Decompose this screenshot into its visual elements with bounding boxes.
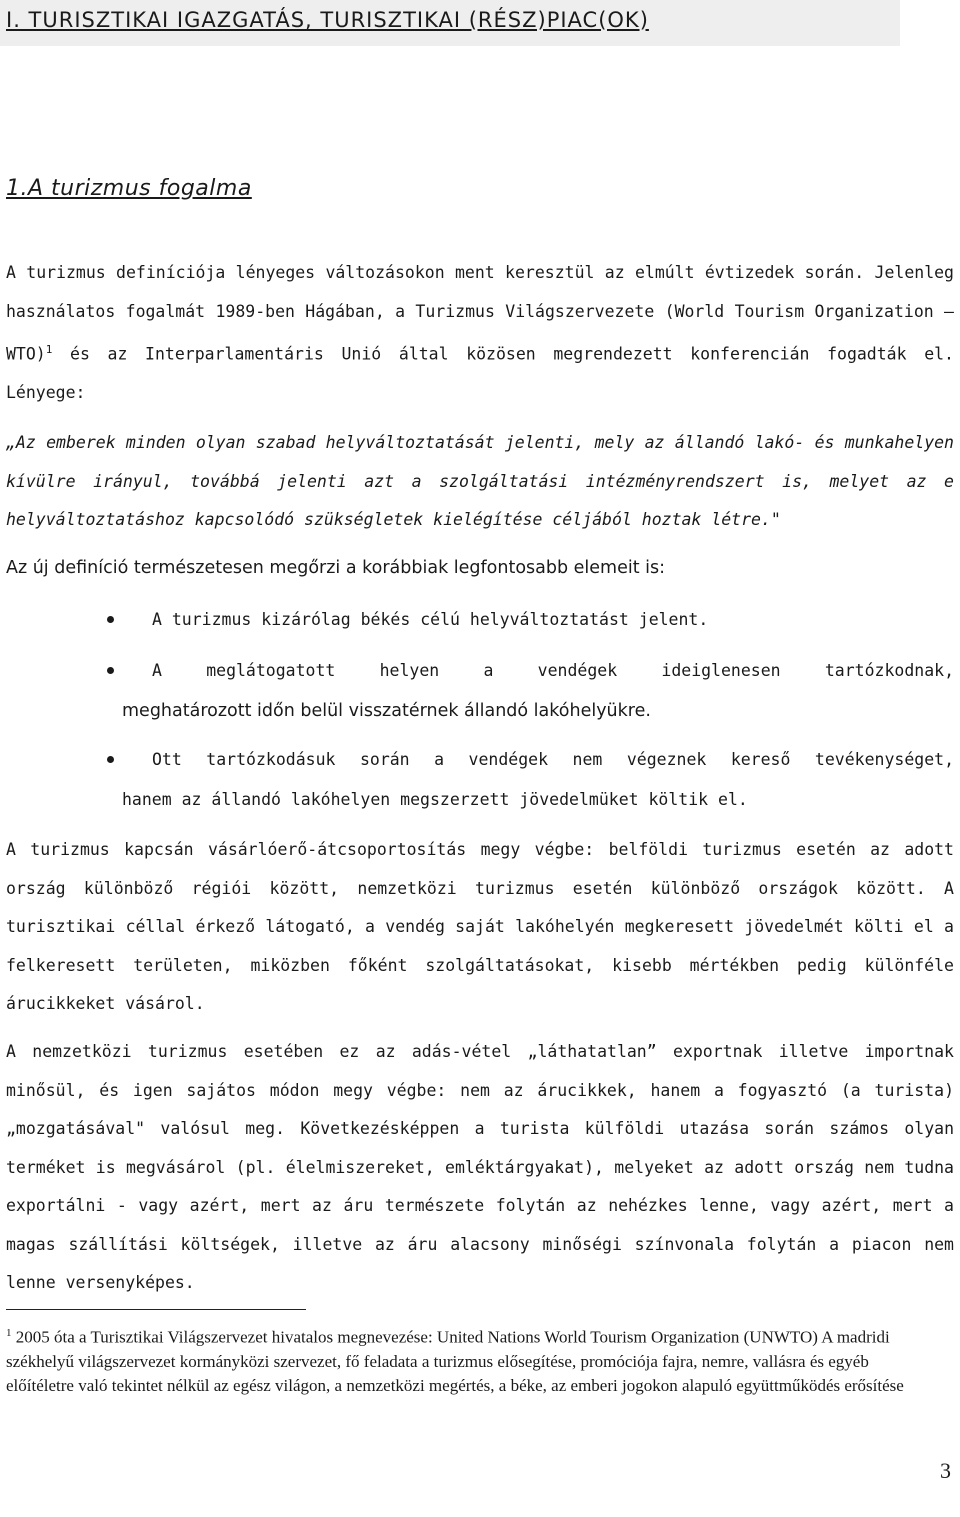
section-header-bar — [0, 0, 900, 46]
page-number: 3 — [940, 1458, 951, 1483]
bullet-dot-icon — [107, 667, 114, 674]
footnote-reference[interactable]: 1 — [45, 343, 53, 356]
list-item-text: A turizmus kizárólag békés célú helyváltoztatást jelent. — [152, 610, 709, 629]
list-item — [122, 600, 954, 640]
list-item — [0, 740, 954, 820]
list-item — [0, 651, 954, 731]
list-item-text: Ott tartózkodásuk során a vendégek nem végeznek kereső tevékenységet, — [152, 750, 954, 769]
bullet-dot-icon — [107, 756, 114, 763]
definition-intro: Az új definíció természetesen megőrzi a korábbiak legfontosabb elemeit is: — [6, 558, 666, 578]
definition-quote: „Az emberek minden olyan szabad helyváltoztatását jelenti, mely az állandó lakó- és munkahelyen kívülre irányul, továbbá jelenti azt a szolgáltatási intézményrendszert is, melyet az e helyváltoztatáshoz kapcsolódó szükségletek kielégítése céljából hoztak létre." — [6, 433, 954, 529]
section-title: I. TURISZTIKAI IGAZGATÁS, TURISZTIKAI (RÉSZ)PIAC(OK) — [6, 8, 649, 32]
intro-text-continued: és az Interparlamentáris Unió által közösen megrendezett konferencián fogadták el. Lényege: — [6, 344, 954, 402]
bullet-dot-icon — [107, 616, 114, 623]
list-item-text: hanem az állandó lakóhelyen megszerzett jövedelmüket költik el. — [122, 790, 748, 809]
footnote-text: 2005 óta a Turisztikai Világszervezet hivatalos megnevezése: United Nations World Tourism Organization (UNWTO) A madridi székhelyű világszervezet kormányközi szervezet, fő feladata a turizmus elősegítése, promóciója fajra, nemre, vallásra és egyéb előítéletre való tekintet nélkül az egész világon, a nemzetközi megértés, a béke, az emberi jogokon alapuló együttműködés erősítése — [6, 1327, 904, 1395]
footnote — [6, 1321, 926, 1398]
purchasing-power-paragraph: A turizmus kapcsán vásárlóerő-átcsoportosítás megy végbe: belföldi turizmus esetén az adott ország különböző régiói között, nemzetközi turizmus esetén különböző országok között. A turisztikai céllal érkező látogató, a vendég saját lakóhelyén megkeresett jövedelmét költi el a felkeresett területen, miközben főként szolgáltatásokat, kisebb mértékben pedig különféle árucikkeket vásárol. — [6, 840, 954, 1013]
footnote-separator — [6, 1309, 306, 1310]
footnote-number: 1 — [6, 1327, 12, 1339]
chapter-title: 1.A turizmus fogalma — [6, 176, 252, 201]
list-item-text: meghatározott időn belül visszatérnek állandó lakóhelyükre. — [122, 701, 651, 721]
intro-text: A turizmus definíciója lényeges változásokon ment keresztül az elmúlt évtizedek során. Jelenleg használatos fogalmát 1989-ben Hágában, a Turizmus Világszervezete (World Tourism Organization — WTO) — [6, 263, 954, 364]
intro-paragraph — [6, 254, 954, 413]
list-item-text: A meglátogatott helyen a vendégek ideiglenesen tartózkodnak, — [152, 661, 954, 680]
export-paragraph: A nemzetközi turizmus esetében ez az adás-vétel „láthatatlan” exportnak illetve importnak minősül, és igen sajátos módon megy végbe: nem az árucikkek, hanem a fogyasztó (a turista) „mozgatásával" valósul meg. Következésképpen a turista külföldi utazása során számos olyan terméket is megvásárol (pl. élelmiszereket, emléktárgyakat), melyeket az adott ország nem tudna exportálni - vagy azért, mert az áru természete folytán az nehézkes lenne, vagy azért, mert a magas szállítási költségek, illetve az áru alacsony minőségi színvonala folytán a piacon nem lenne versenyképes. — [6, 1042, 954, 1292]
